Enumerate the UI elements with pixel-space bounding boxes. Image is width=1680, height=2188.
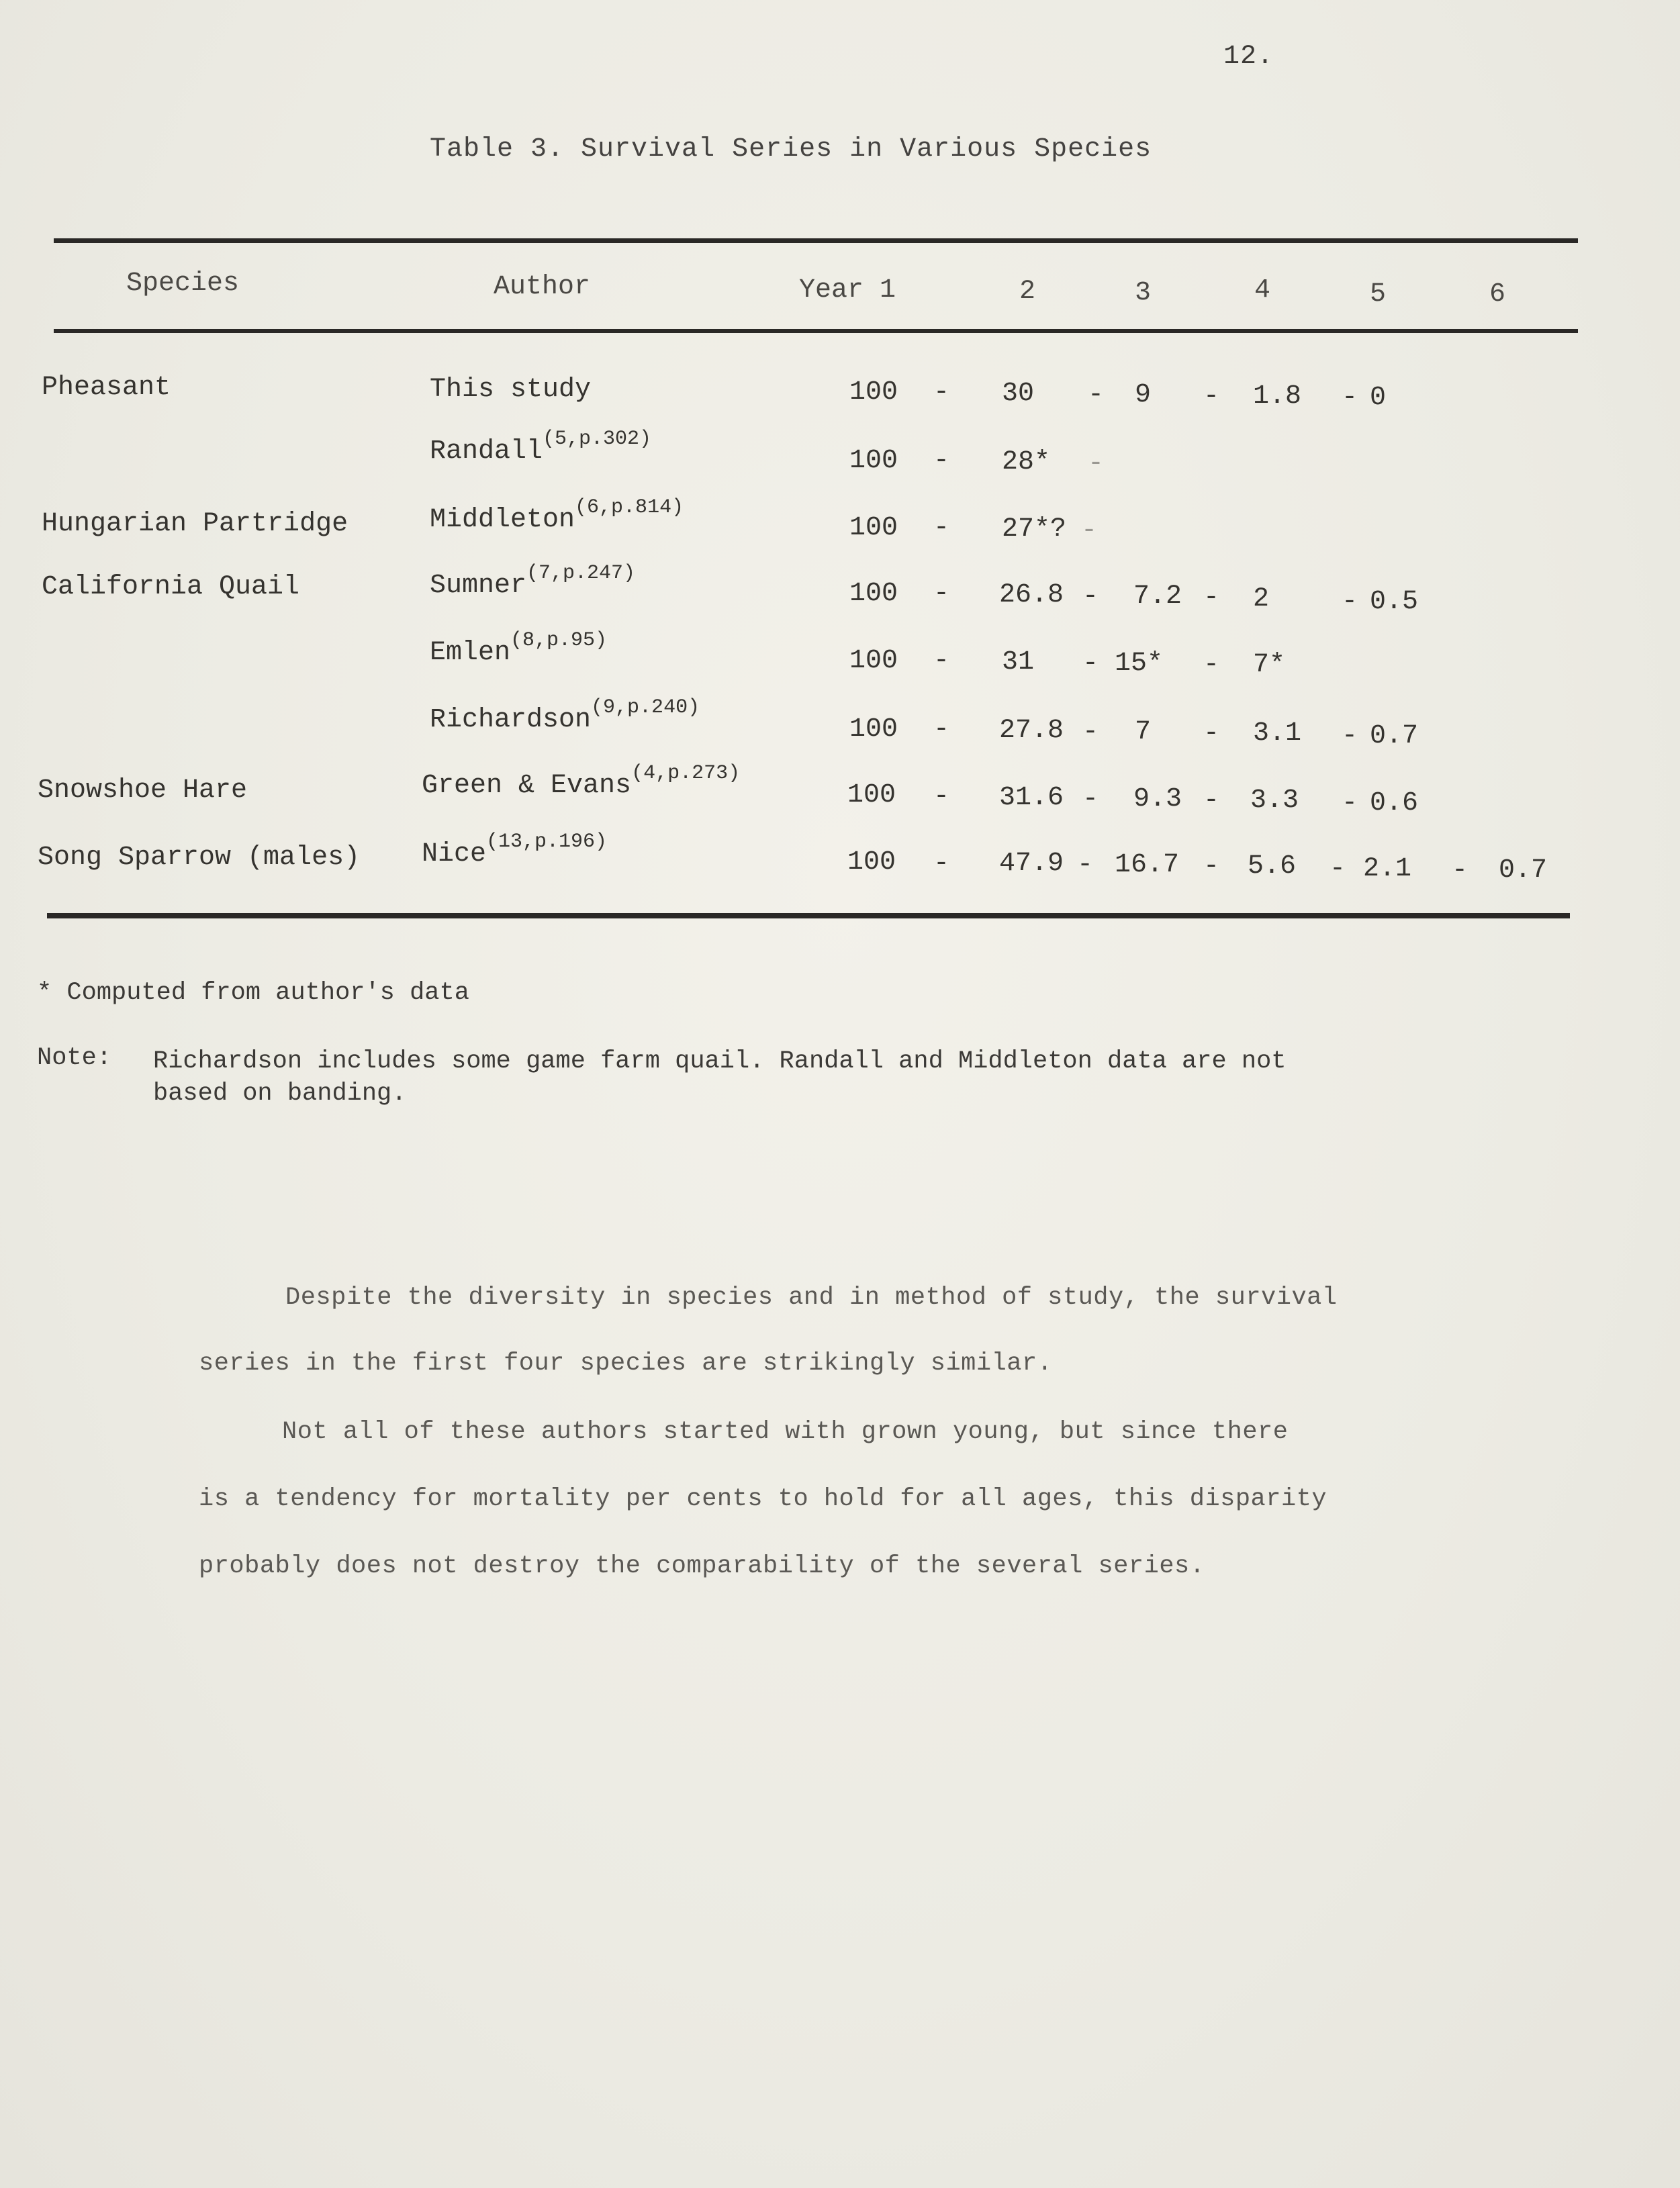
separator-cell: - [1203,381,1220,412]
value-cell: 28* [1002,447,1051,477]
value-cell: 7.2 [1133,581,1182,612]
separator-cell: - [1203,851,1220,882]
separator-cell: - [933,781,950,812]
value-cell: 7 [1135,717,1152,747]
value-cell: 100 [849,377,898,408]
table-header-rule [54,329,1578,333]
value-cell: 1.8 [1253,381,1302,412]
header-author: Author [494,272,591,302]
header-year-6: 6 [1489,279,1506,310]
value-cell: 100 [849,646,898,676]
separator-cell: - [1088,380,1105,410]
separator-cell: - [1452,855,1468,886]
value-cell: 100 [849,446,898,476]
separator-cell: - [933,646,950,676]
value-cell: 0.6 [1370,788,1419,818]
author-cell: This study [430,375,592,405]
species-cell: California Quail [42,572,300,602]
note-label: Note: [37,1044,112,1072]
value-cell: 31.6 [999,783,1064,813]
value-cell: 100 [847,780,896,810]
separator-cell: - [1342,587,1358,617]
species-cell: Snowshoe Hare [38,775,248,806]
separator-cell: - [1203,583,1220,613]
table-bottom-rule [47,913,1570,918]
table-title: Table 3. Survival Series in Various Species [430,134,1152,164]
separator-cell: - [1203,718,1220,749]
species-cell: Hungarian Partridge [42,509,348,539]
header-year-3: 3 [1135,278,1152,308]
value-cell: 2 [1253,584,1270,614]
value-cell: 9.3 [1133,784,1182,814]
value-cell: 2.1 [1363,854,1412,884]
value-cell: 27*? [1002,514,1067,544]
value-cell: 27.8 [999,716,1064,746]
value-cell: 31 [1002,647,1035,677]
separator-cell: - [933,579,950,609]
value-cell: 47.9 [999,849,1064,879]
header-year-1: Year 1 [799,275,896,305]
note-line-2: based on banding. [153,1080,407,1108]
value-cell: 0.5 [1370,587,1419,617]
value-cell: 30 [1002,379,1035,409]
separator-cell: - [933,714,950,745]
separator-cell: - [1203,786,1220,816]
value-cell: 5.6 [1248,851,1297,882]
author-cell: Nice$^{(13,p.196)}$ [422,830,608,869]
value-cell: 100 [849,714,898,745]
value-cell: 3.3 [1250,786,1299,816]
separator-cell: - [933,849,950,879]
separator-cell: - [933,377,950,408]
value-cell: 26.8 [999,580,1064,610]
separator-cell: - [1329,854,1346,884]
value-cell: 7* [1253,650,1286,680]
value-cell: 0 [1370,383,1387,413]
value-cell: 100 [849,513,898,543]
separator-cell: - [1342,721,1358,751]
paragraph-1-line-1: Despite the diversity in species and in method of study, the survival [285,1284,1338,1312]
separator-cell: - [1082,784,1099,814]
paragraph-2-line-1: Not all of these authors started with grown young, but since there [282,1418,1289,1446]
page-number: 12. [1223,42,1274,72]
species-cell: Pheasant [42,373,171,403]
separator-cell: - [1077,850,1094,880]
separator-cell: - [1082,581,1099,612]
note-line-1: Richardson includes some game farm quail. Randall and Middleton data are not [153,1047,1287,1076]
author-cell: Sumner$^{(7,p.247)}$ [430,562,636,601]
separator-cell: - [1203,650,1220,680]
value-cell: 0.7 [1370,721,1419,751]
separator-cell: - [1081,516,1098,546]
header-year-2: 2 [1019,277,1036,307]
separator-cell: - [1088,448,1105,479]
value-cell: 0.7 [1499,855,1548,886]
separator-cell: - [1342,383,1358,413]
value-cell: 3.1 [1253,718,1302,749]
paragraph-2-line-2: is a tendency for mortality per cents to hold for all ages, this disparity [199,1485,1327,1513]
value-cell: 100 [847,847,896,877]
separator-cell: - [1342,788,1358,818]
header-year-4: 4 [1254,275,1271,305]
paragraph-2-line-3: probably does not destroy the comparability of the several series. [199,1552,1205,1580]
value-cell: 100 [849,579,898,609]
author-cell: Green & Evans$^{(4,p.273)}$ [422,762,741,801]
author-cell: Middleton$^{(6,p.814)}$ [430,496,684,535]
separator-cell: - [933,513,950,543]
table-top-rule [54,238,1578,243]
footnote-computed: * Computed from author's data [37,979,469,1007]
value-cell: 9 [1135,380,1152,410]
species-cell: Song Sparrow (males) [38,843,361,873]
separator-cell: - [1082,649,1099,679]
header-year-5: 5 [1370,279,1387,310]
author-cell: Emlen$^{(8,p.95)}$ [430,629,608,668]
separator-cell: - [1082,717,1099,747]
header-species: Species [126,269,240,299]
value-cell: 15* [1115,649,1164,679]
author-cell: Randall$^{(5,p.302)}$ [430,428,652,467]
paragraph-1-line-2: series in the first four species are strikingly similar. [199,1349,1053,1378]
separator-cell: - [933,446,950,476]
author-cell: Richardson$^{(9,p.240)}$ [430,696,700,735]
value-cell: 16.7 [1115,850,1180,880]
